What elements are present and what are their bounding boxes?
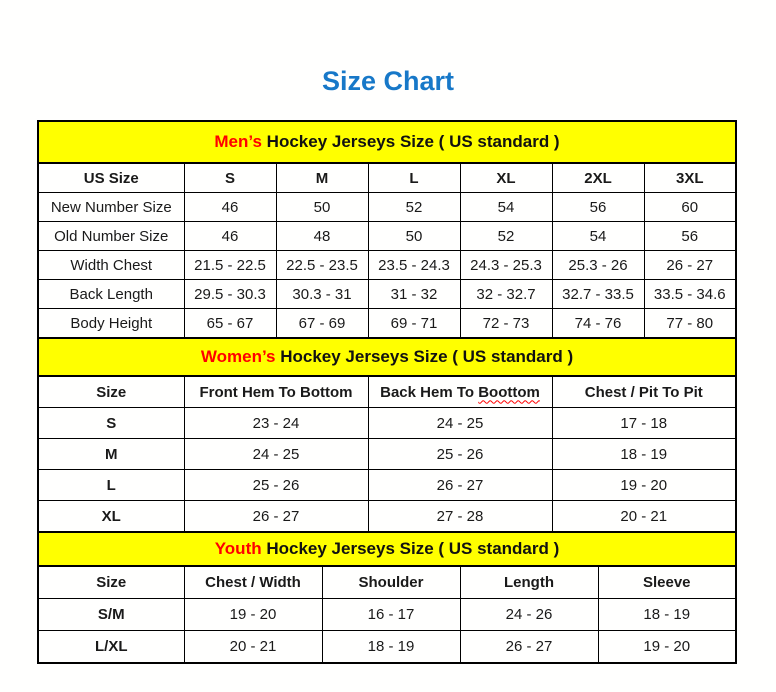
page-title: Size Chart	[321, 66, 455, 96]
cell-value: 24.3 - 25.3	[460, 251, 552, 280]
column-header: XL	[460, 163, 552, 193]
row-label: S	[38, 408, 184, 439]
row-label: Back Length	[38, 280, 184, 309]
column-header: M	[276, 163, 368, 193]
cell-value: 26 - 27	[644, 251, 736, 280]
column-header: Size	[38, 566, 184, 599]
table-row	[38, 222, 736, 251]
cell-value: 54	[552, 222, 644, 251]
cell-value: 16 - 17	[322, 599, 460, 631]
cell-value: 17 - 18	[552, 408, 736, 439]
column-header: Sleeve	[598, 566, 736, 599]
column-header-row	[38, 566, 736, 599]
cell-value: 31 - 32	[368, 280, 460, 309]
cell-value: 74 - 76	[552, 309, 644, 339]
cell-value: 18 - 19	[322, 631, 460, 664]
cell-value: 52	[368, 193, 460, 222]
womens-table-body	[38, 408, 736, 533]
column-header-text: Back Hem To	[380, 383, 479, 401]
band-highlight-text: Youth	[214, 539, 262, 558]
cell-value: 30.3 - 31	[276, 280, 368, 309]
row-label: S/M	[38, 599, 184, 631]
table-row	[38, 251, 736, 280]
youth-table-body	[38, 599, 736, 664]
cell-value: 24 - 25	[368, 408, 552, 439]
cell-value: 19 - 20	[552, 470, 736, 501]
mens-section-band	[38, 121, 736, 163]
column-header: Size	[38, 376, 184, 408]
youth-size-table	[37, 531, 737, 664]
cell-value: 19 - 20	[598, 631, 736, 664]
row-label: XL	[38, 501, 184, 533]
table-row	[38, 631, 736, 664]
column-header: US Size	[38, 163, 184, 193]
cell-value: 27 - 28	[368, 501, 552, 533]
cell-value: 25 - 26	[368, 439, 552, 470]
cell-value: 33.5 - 34.6	[644, 280, 736, 309]
column-header: L	[368, 163, 460, 193]
cell-value: 24 - 26	[460, 599, 598, 631]
mens-table-body	[38, 193, 736, 339]
row-label: L	[38, 470, 184, 501]
column-header: S	[184, 163, 276, 193]
table-row	[38, 470, 736, 501]
cell-value: 65 - 67	[184, 309, 276, 339]
cell-value: 48	[276, 222, 368, 251]
cell-value: 18 - 19	[552, 439, 736, 470]
section-band-row	[38, 532, 736, 566]
column-header: Front Hem To Bottom	[184, 376, 368, 408]
band-highlight-text: Men’s	[214, 132, 262, 151]
section-band-row	[38, 121, 736, 163]
cell-value: 22.5 - 23.5	[276, 251, 368, 280]
row-label: Body Height	[38, 309, 184, 339]
cell-value: 46	[184, 222, 276, 251]
cell-value: 25 - 26	[184, 470, 368, 501]
band-text: Hockey Jerseys Size ( US standard )	[266, 132, 560, 151]
band-text: Hockey Jerseys Size ( US standard )	[266, 539, 560, 558]
cell-value: 50	[276, 193, 368, 222]
column-header: Shoulder	[322, 566, 460, 599]
table-row	[38, 408, 736, 439]
cell-value: 56	[644, 222, 736, 251]
mens-size-table	[37, 120, 737, 339]
cell-value: 50	[368, 222, 460, 251]
column-header-row	[38, 376, 736, 408]
band-highlight-text: Women’s	[200, 347, 276, 366]
cell-value: 52	[460, 222, 552, 251]
cell-value: 18 - 19	[598, 599, 736, 631]
cell-value: 46	[184, 193, 276, 222]
cell-value: 77 - 80	[644, 309, 736, 339]
table-row	[38, 280, 736, 309]
row-label: Old Number Size	[38, 222, 184, 251]
cell-value: 32.7 - 33.5	[552, 280, 644, 309]
table-row	[38, 193, 736, 222]
cell-value: 19 - 20	[184, 599, 322, 631]
cell-value: 67 - 69	[276, 309, 368, 339]
womens-size-table	[37, 337, 737, 533]
column-header-row	[38, 163, 736, 193]
column-header: Chest / Width	[184, 566, 322, 599]
cell-value: 56	[552, 193, 644, 222]
size-chart	[37, 120, 735, 664]
cell-value: 32 - 32.7	[460, 280, 552, 309]
table-row	[38, 599, 736, 631]
cell-value: 20 - 21	[184, 631, 322, 664]
column-header: Length	[460, 566, 598, 599]
misspelled-word: Boottom	[478, 383, 540, 401]
cell-value: 60	[644, 193, 736, 222]
cell-value: 23.5 - 24.3	[368, 251, 460, 280]
cell-value: 72 - 73	[460, 309, 552, 339]
column-header: 2XL	[552, 163, 644, 193]
column-header: Chest / Pit To Pit	[552, 376, 736, 408]
row-label: M	[38, 439, 184, 470]
section-band-row	[38, 338, 736, 376]
table-row	[38, 309, 736, 339]
column-header: 3XL	[644, 163, 736, 193]
womens-section-band	[38, 338, 736, 376]
cell-value: 29.5 - 30.3	[184, 280, 276, 309]
table-row	[38, 439, 736, 470]
band-text: Hockey Jerseys Size ( US standard )	[280, 347, 574, 366]
row-label: Width Chest	[38, 251, 184, 280]
cell-value: 23 - 24	[184, 408, 368, 439]
cell-value: 69 - 71	[368, 309, 460, 339]
cell-value: 54	[460, 193, 552, 222]
youth-section-band	[38, 532, 736, 566]
cell-value: 26 - 27	[460, 631, 598, 664]
cell-value: 26 - 27	[184, 501, 368, 533]
cell-value: 26 - 27	[368, 470, 552, 501]
table-row	[38, 501, 736, 533]
cell-value: 24 - 25	[184, 439, 368, 470]
cell-value: 21.5 - 22.5	[184, 251, 276, 280]
column-header	[368, 376, 552, 408]
cell-value: 20 - 21	[552, 501, 736, 533]
row-label: New Number Size	[38, 193, 184, 222]
row-label: L/XL	[38, 631, 184, 664]
cell-value: 25.3 - 26	[552, 251, 644, 280]
